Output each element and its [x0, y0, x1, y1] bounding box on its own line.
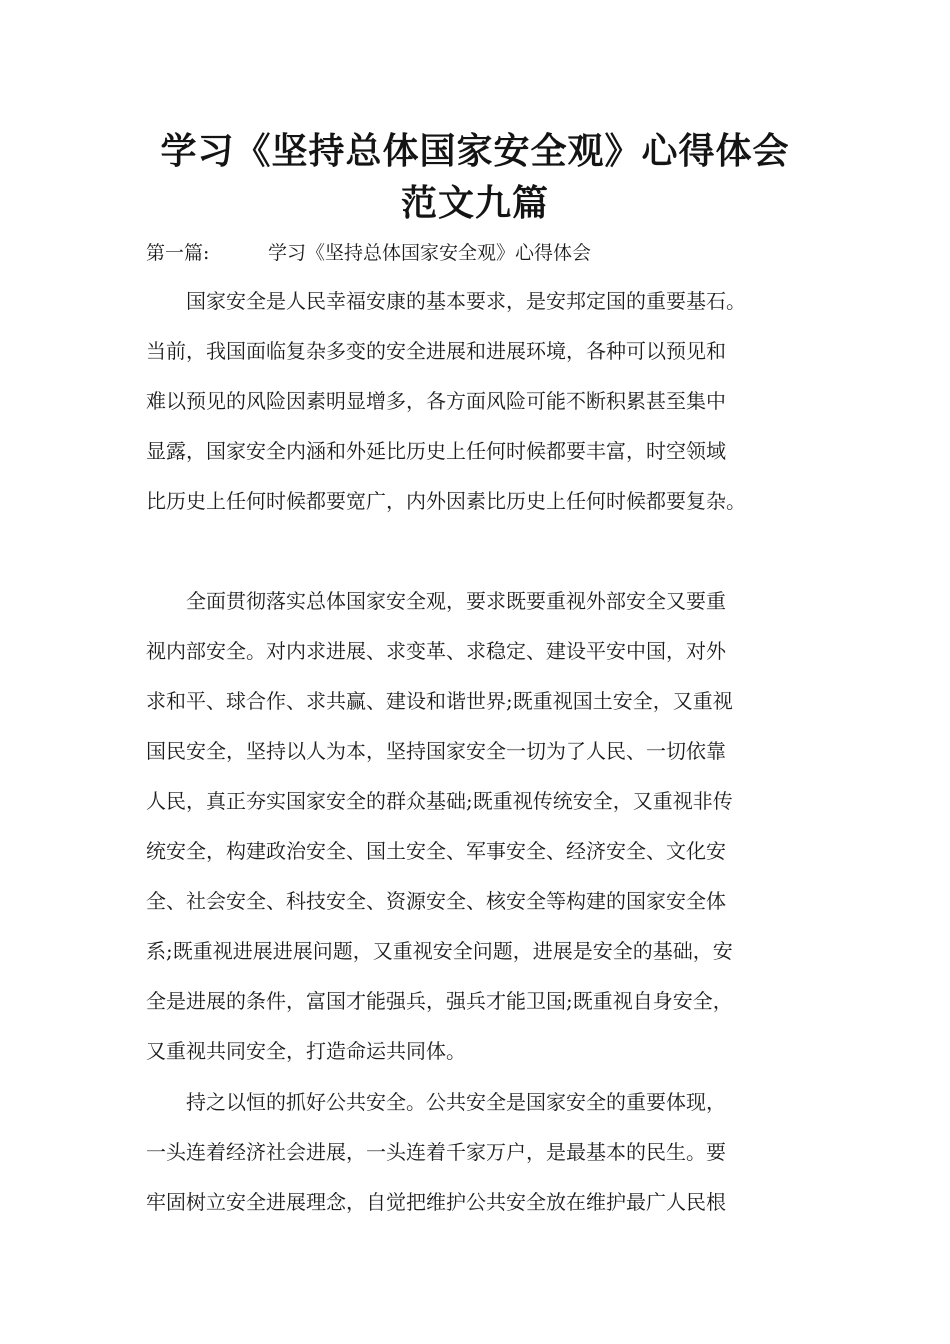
paragraph-line: 比历史上任何时候都要宽广，内外因素比历史上任何时候都要复杂。: [146, 489, 746, 513]
document-title: [100, 126, 850, 230]
paragraph-line: 难以预见的风险因素明显增多，各方面风险可能不断积累甚至集中: [146, 389, 726, 413]
paragraph-3: [146, 1077, 816, 1227]
paragraph-line: 全是进展的条件，富国才能强兵，强兵才能卫国;既重视自身安全，: [146, 989, 733, 1013]
title-line-2: 范文九篇: [400, 183, 549, 224]
section-label: 第一篇:: [146, 242, 210, 264]
paragraph-line: 又重视共同安全，打造命运共同体。: [146, 1039, 466, 1063]
title-line-1: 学习《坚持总体国家安全观》心得体会: [160, 131, 790, 172]
paragraph-line: 求和平、球合作、求共赢、建设和谐世界;既重视国土安全，又重视: [146, 689, 733, 713]
paragraph-line: 统安全，构建政治安全、国土安全、军事安全、经济安全、文化安: [146, 839, 726, 863]
paragraph-line: 牢固树立安全进展理念，自觉把维护公共安全放在维护最广人民根: [146, 1190, 726, 1214]
paragraph-line: 一头连着经济社会进展，一头连着千家万户，是最基本的民生。要: [146, 1140, 726, 1164]
paragraph-line: 显露，国家安全内涵和外延比历史上任何时候都要丰富，时空领域: [146, 439, 726, 463]
paragraph-line: 系;既重视进展进展问题，又重视安全问题，进展是安全的基础，安: [146, 939, 733, 963]
paragraph-line: 国家安全是人民幸福安康的基本要求，是安邦定国的重要基石。: [146, 289, 746, 313]
paragraph-line: 全、社会安全、科技安全、资源安全、核安全等构建的国家安全体: [146, 889, 726, 913]
paragraph-line: 持之以恒的抓好公共安全。公共安全是国家安全的重要体现，: [146, 1090, 726, 1114]
paragraph-1: [146, 276, 816, 526]
paragraph-2: [146, 576, 816, 1076]
paragraph-line: 国民安全，坚持以人为本，坚持国家安全一切为了人民、一切依靠: [146, 739, 726, 763]
paragraph-line: 全面贯彻落实总体国家安全观，要求既要重视外部安全又要重: [146, 589, 726, 613]
section-title: 学习《坚持总体国家安全观》心得体会: [268, 242, 592, 264]
paragraph-line: 人民，真正夯实国家安全的群众基础;既重视传统安全，又重视非传: [146, 789, 733, 813]
paragraph-line: 视内部安全。对内求进展、求变革、求稳定、建设平安中国，对外: [146, 639, 726, 663]
paragraph-line: 当前，我国面临复杂多变的安全进展和进展环境，各种可以预见和: [146, 339, 726, 363]
section-heading: [146, 238, 826, 268]
